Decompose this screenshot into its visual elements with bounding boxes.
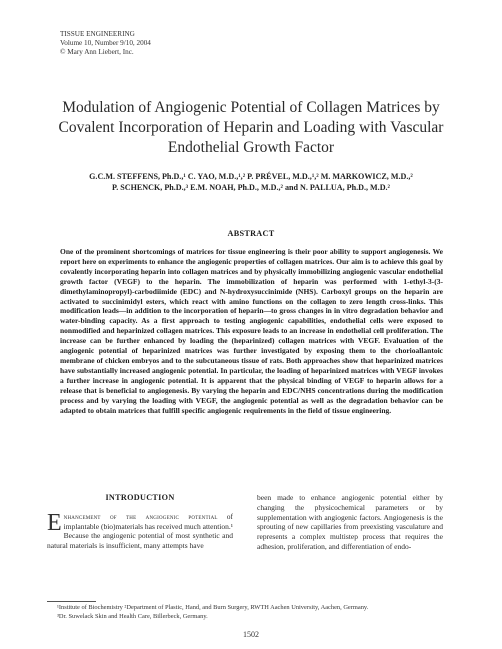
- authors-line-1: G.C.M. STEFFENS, Ph.D.,¹ C. YAO, M.D.,¹,² P. PRÉVEL, M.D.,¹,² M. MARKOWICZ, M.D.,²: [89, 172, 413, 181]
- journal-name: TISSUE ENGINEERING: [60, 30, 135, 38]
- title-line-2: Covalent Incorporation of Heparin and Loading with Vascular: [58, 119, 444, 136]
- intro-smallcaps-lead: nhancement of the angiogenic potential: [63, 511, 218, 521]
- journal-volume: Volume 10, Number 9/10, 2004: [60, 39, 151, 47]
- footnote-divider: [47, 601, 96, 602]
- intro-left-column: [47, 493, 233, 551]
- drop-cap: E: [47, 509, 62, 536]
- page-number: 1502: [243, 630, 259, 639]
- abstract-heading: ABSTRACT: [227, 229, 275, 238]
- title-line-1: Modulation of Angiogenic Potential of Collagen Matrices by: [62, 99, 440, 116]
- paper-title: [40, 98, 462, 158]
- abstract-text: One of the prominent shortcomings of matrices for tissue engineering is their poor ability to support angiogenesis. We report here on experiments to enhance the angiogenic properties of collagen matrices. Our aim is to achieve this goal by covalently incorporating heparin into collagen matrices and by physically immobilizing angiogenic vascular endothelial growth factor (VEGF) to the heparin. The immobilization of heparin was performed with 1-ethyl-3-(3-dimethylaminopropyl)-carbodiimide (EDC) and N-hydroxysuccinimide (NHS). Carboxyl groups on the heparin are activated to succinimidyl esters, which react with amino functions on the collagen to zero length cross-links. This modification leads—in addition to the incorporation of heparin—to gross changes in in vitro degradation behavior and water-binding capacity. As a first approach to testing angiogenic capabilities, endothelial cells were exposed to nonmodified and heparinized collagen matrices. This exposure leads to an increase in endothelial cell proliferation. The increase can be further enhanced by loading the (heparinized) collagen matrices with VEGF. Evaluation of the angiogenic potential of heparinized matrices was further investigated by exposing them to the chorioallantoic membrane of chicken embryos and to the subcutaneous tissue of rats. Both approaches show that heparinized matrices have substantially increased angiogenic potential. In particular, the loading of heparinized matrices with VEGF invokes a further increase in angiogenic potential. It is apparent that the physical binding of VEGF to heparin allows for a release that is beneficial to angiogenesis. By varying the heparin and EDC/NHS concentrations during the modification process and by varying the loading with VEGF, the angiogenic potential as well as the degradation behavior can be adapted to obtain matrices that fulfill specific angiogenic requirements in the field of tissue engineering.: [60, 247, 443, 415]
- intro-paragraph: [47, 509, 234, 551]
- footnote-line-2: ³Dr. Suwelack Skin and Health Care, Billerbeck, Germany.: [57, 612, 208, 620]
- authors-line-2: P. SCHENCK, Ph.D.,³ E.M. NOAH, Ph.D., M.D.,² and N. PALLUA, Ph.D., M.D.²: [112, 183, 390, 192]
- intro-right-column: [257, 493, 443, 552]
- footnote-line-1: ¹Institute of Biochemistry ²Department of Plastic, Hand, and Burn Surgery, RWTH Aachen University, Aachen, Germany.: [57, 604, 369, 611]
- introduction-heading: INTRODUCTION: [105, 493, 175, 502]
- title-line-3: Endothelial Growth Factor: [167, 139, 335, 156]
- author-list: [40, 171, 462, 193]
- intro-right-text: been made to enhance angiogenic potential either by changing the physicochemical parameters or by supplementation with angiogenic factors. Angiogenesis is the sprouting of new capillaries from preexisting vasculature and represents a complex multistep process that requires the adhesion, proliferation, and differentiation of endo-: [257, 493, 443, 551]
- intro-left-text: of implantable (bio)materials has received much attention.¹ Because the angiogenic potential of most synthetic and natural materials is insufficient, many attempts have: [47, 511, 234, 551]
- affiliation-footnotes: [57, 604, 457, 621]
- journal-copyright: © Mary Ann Liebert, Inc.: [60, 48, 134, 56]
- journal-header: [60, 30, 151, 57]
